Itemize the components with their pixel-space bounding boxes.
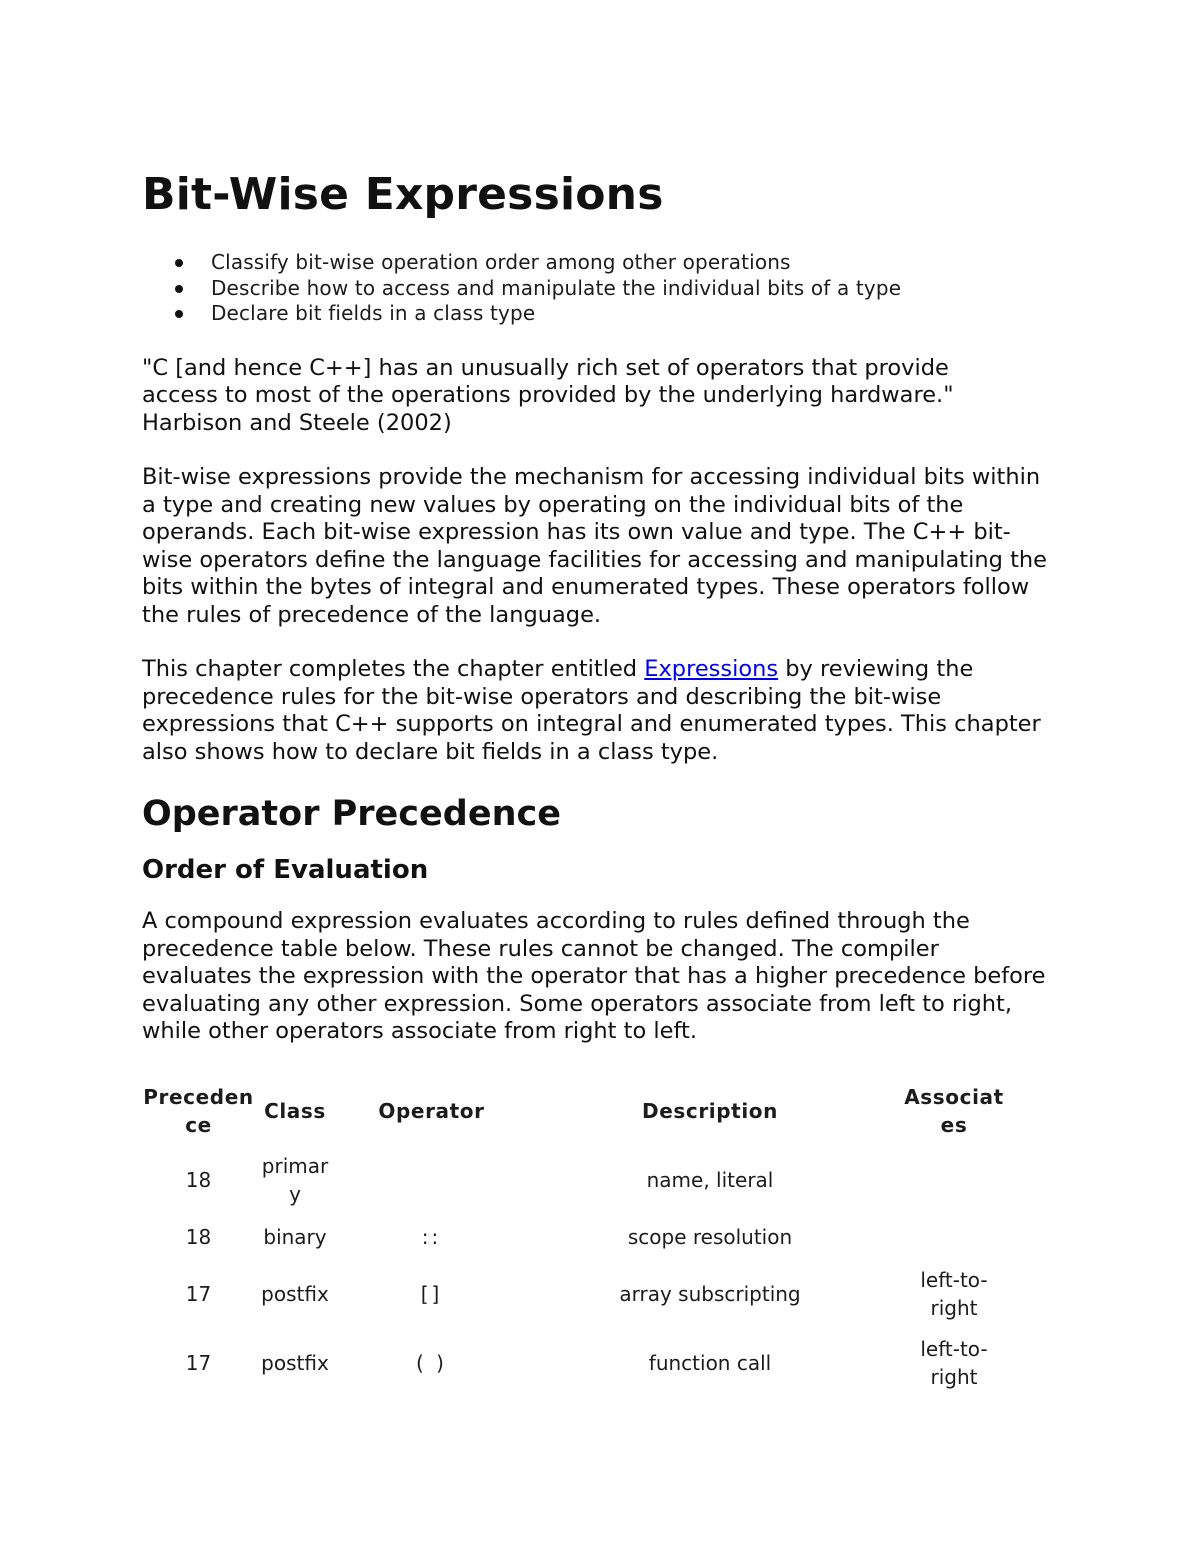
cell-associates: left-to- right (920, 1336, 988, 1389)
precedence-table (142, 1082, 1016, 1391)
chapter-paragraph (142, 656, 1052, 766)
quote-line-1: "C [and hence C++] has an unusually rich set of operators that provide (142, 354, 949, 381)
table-row (142, 1334, 1016, 1391)
cell-class: binary (263, 1224, 327, 1249)
header-description: Description (642, 1098, 778, 1123)
table-row (142, 1208, 1016, 1265)
header-associates: Associat es (904, 1084, 1004, 1137)
cell-description: function call (648, 1350, 772, 1375)
cell-associates: left-to- right (920, 1267, 988, 1320)
quote-block (142, 355, 1052, 438)
list-item: Declare bit fields in a class type (211, 301, 1052, 327)
chapter-text-after-link: by reviewing the precedence rules for the bit-wise operators and describing the bit-wise expressions that C++ supports on integral and enumerated types. This chapter also shows how to declare bit fields in a class type. (142, 656, 1041, 765)
quote-line-2: access to most of the operations provided by the underlying hardware." (142, 382, 954, 408)
cell-operator: [] (420, 1281, 443, 1306)
page-title: Bit-Wise Expressions (142, 169, 664, 220)
quote-attribution: Harbison and Steele (2002) (142, 409, 452, 436)
cell-class: primar y (261, 1153, 329, 1206)
list-item: Classify bit-wise operation order among other operations (211, 250, 1052, 276)
cell-class: postfix (261, 1281, 329, 1306)
cell-description: name, literal (646, 1167, 774, 1192)
cell-operator: :: (421, 1224, 442, 1249)
evaluation-paragraph: A compound expression evaluates according to rules defined through the precedence table below. These rules cannot be changed. The compiler evaluates the expression with the operator that has a higher precedence before evaluating any other expression. Some operators associate from left to right, while other operators associate from right to left. (142, 908, 1046, 1044)
cell-description: array subscripting (619, 1281, 801, 1306)
cell-associates (892, 1208, 1016, 1265)
subsection-heading: Order of Evaluation (142, 855, 429, 885)
chapter-text-before-link: This chapter completes the chapter entitled (142, 656, 645, 682)
cell-precedence: 18 (185, 1167, 212, 1192)
cell-operator (335, 1151, 528, 1208)
section-heading: Operator Precedence (142, 794, 561, 834)
header-precedence: Preceden ce (143, 1084, 254, 1137)
document-body (142, 168, 1052, 1073)
cell-class: postfix (261, 1350, 329, 1375)
list-item: Describe how to access and manipulate the individual bits of a type (211, 276, 1052, 302)
table-row (142, 1151, 1016, 1208)
intro-paragraph: Bit-wise expressions provide the mechanism for accessing individual bits within a type and creating new values by operating on the individual bits of the operands. Each bit-wise expression has its own value and type. The C++ bit-wise operators define the language facilities for accessing and manipulating the bits within the bytes of integral and enumerated types. These operators follow the rules of precedence of the language. (142, 464, 1047, 628)
cell-precedence: 17 (185, 1350, 212, 1375)
cell-associates (892, 1151, 1016, 1208)
expressions-link[interactable]: Expressions (644, 656, 779, 682)
cell-precedence: 17 (185, 1281, 212, 1306)
table-header-row (142, 1082, 1016, 1139)
table-row (142, 1265, 1016, 1322)
objectives-list (142, 250, 1052, 327)
cell-description: scope resolution (627, 1224, 793, 1249)
cell-operator: ( ) (416, 1350, 447, 1375)
cell-precedence: 18 (185, 1224, 212, 1249)
header-operator: Operator (378, 1098, 485, 1123)
header-class: Class (264, 1098, 326, 1123)
